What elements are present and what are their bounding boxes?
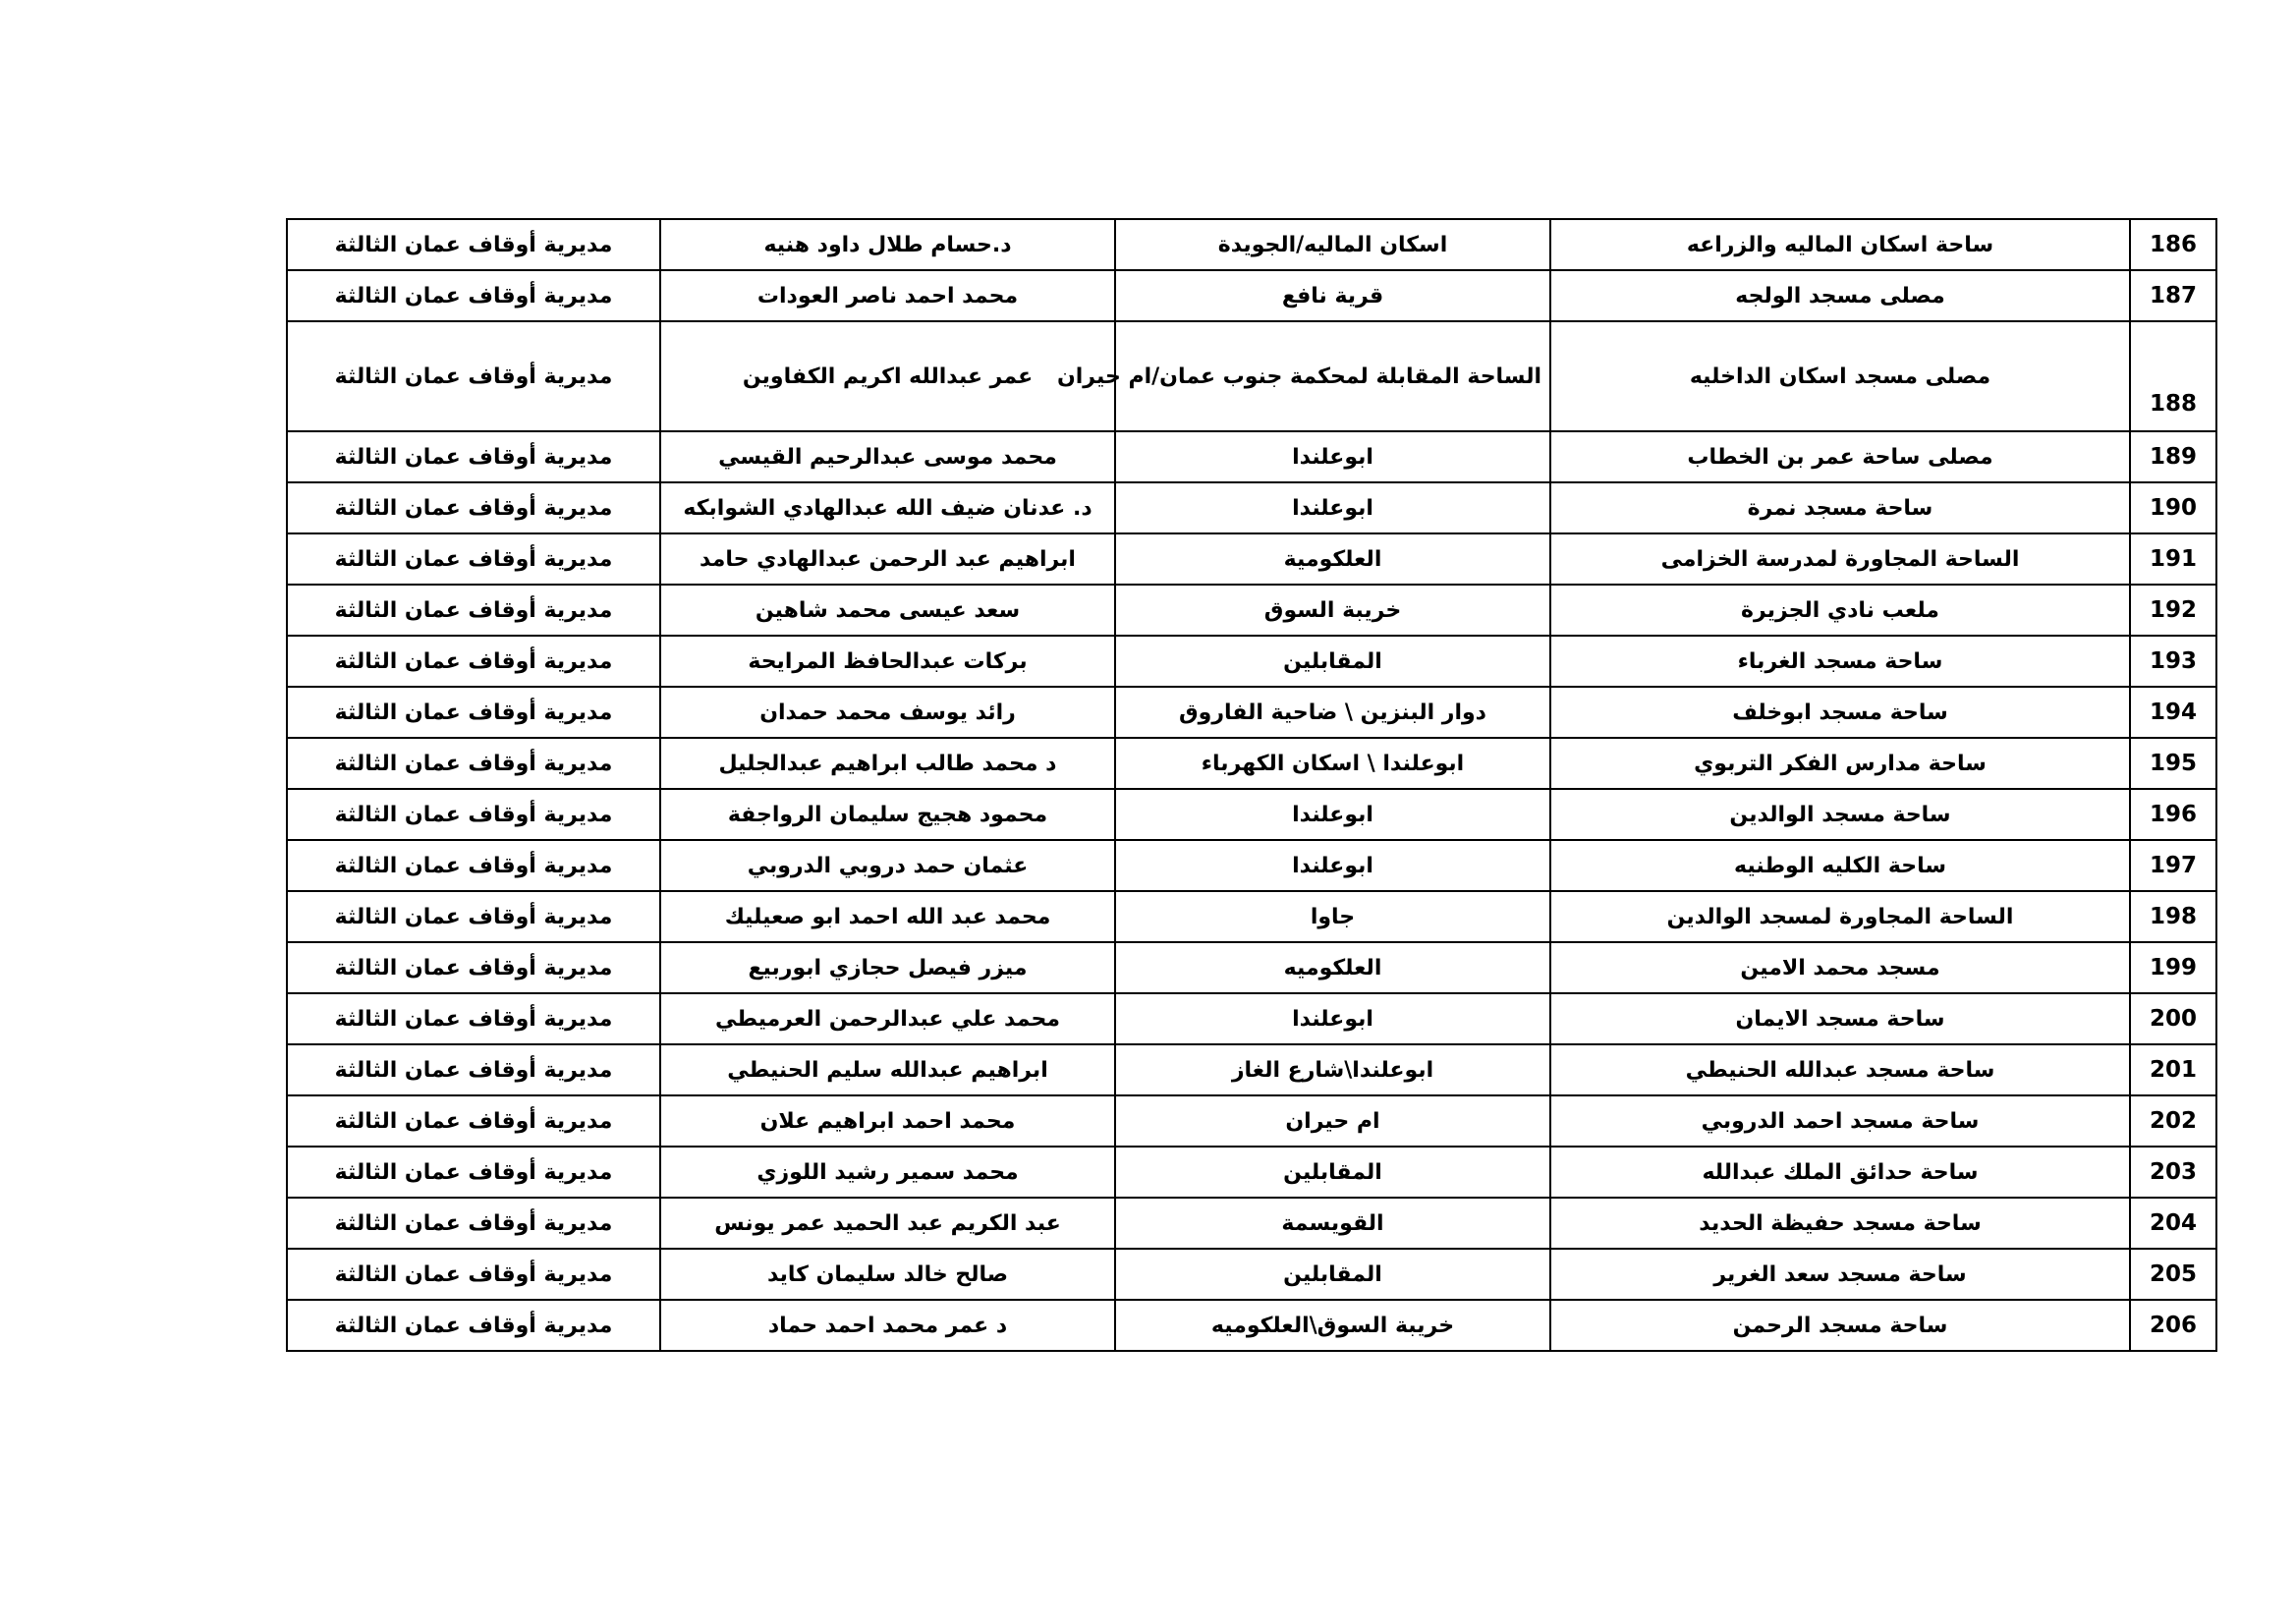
- site-cell: مصلى ساحة عمر بن الخطاب: [1550, 431, 2130, 482]
- person-name-cell: بركات عبدالحافظ المرايحة: [660, 636, 1115, 687]
- table-row: [287, 1147, 2216, 1198]
- table-row: [287, 482, 2216, 533]
- directorate-cell: مديرية أوقاف عمان الثالثة: [287, 1249, 660, 1300]
- site-cell: ساحة مسجد عبدالله الحنيطي: [1550, 1044, 2130, 1095]
- person-name-cell: د محمد طالب ابراهيم عبدالجليل: [660, 738, 1115, 789]
- row-number-cell: 201: [2130, 1044, 2216, 1095]
- directorate-cell: مديرية أوقاف عمان الثالثة: [287, 270, 660, 321]
- table-row: [287, 1095, 2216, 1147]
- person-name-cell: محمود هجيج سليمان الرواجفة: [660, 789, 1115, 840]
- directorate-cell: مديرية أوقاف عمان الثالثة: [287, 993, 660, 1044]
- row-number-cell: 189: [2130, 431, 2216, 482]
- table-row: [287, 891, 2216, 942]
- area-cell: ابوعلندا: [1115, 482, 1550, 533]
- table-row: [287, 1300, 2216, 1351]
- directorate-cell: مديرية أوقاف عمان الثالثة: [287, 891, 660, 942]
- area-cell: خريبة السوق: [1115, 585, 1550, 636]
- directorate-cell: مديرية أوقاف عمان الثالثة: [287, 840, 660, 891]
- site-cell: ساحة مسجد ابوخلف: [1550, 687, 2130, 738]
- table-body: [287, 219, 2216, 1351]
- directorate-cell: مديرية أوقاف عمان الثالثة: [287, 482, 660, 533]
- directorate-cell: مديرية أوقاف عمان الثالثة: [287, 687, 660, 738]
- site-cell: ساحة مسجد احمد الدروبي: [1550, 1095, 2130, 1147]
- directorate-cell: مديرية أوقاف عمان الثالثة: [287, 219, 660, 270]
- person-name-cell: عثمان حمد دروبي الدروبي: [660, 840, 1115, 891]
- row-number-cell: 194: [2130, 687, 2216, 738]
- directorate-cell: مديرية أوقاف عمان الثالثة: [287, 738, 660, 789]
- person-name-cell: ابراهيم عبد الرحمن عبدالهادي حامد: [660, 533, 1115, 585]
- directorate-cell: مديرية أوقاف عمان الثالثة: [287, 942, 660, 993]
- directorate-cell: مديرية أوقاف عمان الثالثة: [287, 1300, 660, 1351]
- table-row: [287, 1249, 2216, 1300]
- area-cell: ابوعلندا \ اسكان الكهرباء: [1115, 738, 1550, 789]
- site-cell: مصلى مسجد الولجه: [1550, 270, 2130, 321]
- person-name-cell: محمد احمد ابراهيم علان: [660, 1095, 1115, 1147]
- table-row: [287, 270, 2216, 321]
- person-name-cell: محمد سمير رشيد اللوزي: [660, 1147, 1115, 1198]
- row-number-cell: 202: [2130, 1095, 2216, 1147]
- row-number-cell: 204: [2130, 1198, 2216, 1249]
- site-cell: ساحة مسجد حفيظة الحديد: [1550, 1198, 2130, 1249]
- directorate-cell: مديرية أوقاف عمان الثالثة: [287, 789, 660, 840]
- table-row: [287, 321, 2216, 431]
- data-table: [286, 218, 2217, 1352]
- table-row: [287, 789, 2216, 840]
- table-row: [287, 533, 2216, 585]
- area-cell: ام حيران: [1115, 1095, 1550, 1147]
- site-cell: ساحة مسجد سعد الغرير: [1550, 1249, 2130, 1300]
- site-cell: مصلى مسجد اسكان الداخليه: [1550, 321, 2130, 431]
- person-name-cell: رائد يوسف محمد حمدان: [660, 687, 1115, 738]
- table-row: [287, 1198, 2216, 1249]
- directorate-cell: مديرية أوقاف عمان الثالثة: [287, 585, 660, 636]
- area-cell: اسكان الماليه/الجويدة: [1115, 219, 1550, 270]
- row-number-cell: 195: [2130, 738, 2216, 789]
- area-cell: ابوعلندا: [1115, 789, 1550, 840]
- person-name-cell: د عمر محمد احمد حماد: [660, 1300, 1115, 1351]
- table-row: [287, 1044, 2216, 1095]
- directorate-cell: مديرية أوقاف عمان الثالثة: [287, 321, 660, 431]
- row-number-cell: 198: [2130, 891, 2216, 942]
- site-cell: الساحة المجاورة لمسجد الوالدين: [1550, 891, 2130, 942]
- row-number-cell: 206: [2130, 1300, 2216, 1351]
- area-cell: جاوا: [1115, 891, 1550, 942]
- person-name-cell: عبد الكريم عبد الحميد عمر يونس: [660, 1198, 1115, 1249]
- person-name-cell: د.حسام طلال داود هنيه: [660, 219, 1115, 270]
- row-number-cell: 192: [2130, 585, 2216, 636]
- area-cell: المقابلين: [1115, 636, 1550, 687]
- area-cell: القويسمة: [1115, 1198, 1550, 1249]
- row-number-cell: 188: [2130, 321, 2216, 431]
- row-number-cell: 190: [2130, 482, 2216, 533]
- area-cell: خريبة السوق\العلكوميه: [1115, 1300, 1550, 1351]
- table-row: [287, 993, 2216, 1044]
- site-cell: ملعب نادي الجزيرة: [1550, 585, 2130, 636]
- directorate-cell: مديرية أوقاف عمان الثالثة: [287, 1198, 660, 1249]
- area-cell: ابوعلندا\شارع الغاز: [1115, 1044, 1550, 1095]
- person-name-cell: محمد علي عبدالرحمن العرميطي: [660, 993, 1115, 1044]
- area-cell: العلكوميه: [1115, 942, 1550, 993]
- table-row: [287, 585, 2216, 636]
- area-cell: ابوعلندا: [1115, 993, 1550, 1044]
- site-cell: ساحة مسجد الايمان: [1550, 993, 2130, 1044]
- area-cell: دوار البنزين \ ضاحية الفاروق: [1115, 687, 1550, 738]
- site-cell: ساحة اسكان الماليه والزراعه: [1550, 219, 2130, 270]
- row-number-cell: 191: [2130, 533, 2216, 585]
- table-row: [287, 942, 2216, 993]
- person-name-cell: محمد موسى عبدالرحيم القيسي: [660, 431, 1115, 482]
- person-name-cell: د. عدنان ضيف الله عبدالهادي الشوابكه: [660, 482, 1115, 533]
- site-cell: مسجد محمد الامين: [1550, 942, 2130, 993]
- directorate-cell: مديرية أوقاف عمان الثالثة: [287, 431, 660, 482]
- area-cell: ابوعلندا: [1115, 840, 1550, 891]
- table-row: [287, 636, 2216, 687]
- directorate-cell: مديرية أوقاف عمان الثالثة: [287, 636, 660, 687]
- person-name-cell: ميزر فيصل حجازي ابوربيع: [660, 942, 1115, 993]
- row-number-cell: 186: [2130, 219, 2216, 270]
- row-number-cell: 199: [2130, 942, 2216, 993]
- area-cell: ابوعلندا: [1115, 431, 1550, 482]
- table-row: [287, 687, 2216, 738]
- row-number-cell: 197: [2130, 840, 2216, 891]
- directorate-cell: مديرية أوقاف عمان الثالثة: [287, 1147, 660, 1198]
- row-number-cell: 193: [2130, 636, 2216, 687]
- area-cell: المقابلين: [1115, 1147, 1550, 1198]
- person-name-cell: محمد عبد الله احمد ابو صعيليك: [660, 891, 1115, 942]
- area-cell: المقابلين: [1115, 1249, 1550, 1300]
- site-cell: الساحة المجاورة لمدرسة الخزامى: [1550, 533, 2130, 585]
- directorate-cell: مديرية أوقاف عمان الثالثة: [287, 1044, 660, 1095]
- directorate-cell: مديرية أوقاف عمان الثالثة: [287, 533, 660, 585]
- site-cell: ساحة مسجد الوالدين: [1550, 789, 2130, 840]
- directorate-cell: مديرية أوقاف عمان الثالثة: [287, 1095, 660, 1147]
- person-name-cell: ابراهيم عبدالله سليم الحنيطي: [660, 1044, 1115, 1095]
- table-row: [287, 431, 2216, 482]
- area-cell: قرية نافع: [1115, 270, 1550, 321]
- row-number-cell: 203: [2130, 1147, 2216, 1198]
- person-name-cell: صالح خالد سليمان كايد: [660, 1249, 1115, 1300]
- row-number-cell: 196: [2130, 789, 2216, 840]
- table-row: [287, 219, 2216, 270]
- person-name-cell: محمد احمد ناصر العودات: [660, 270, 1115, 321]
- area-cell: العلكومية: [1115, 533, 1550, 585]
- site-cell: ساحة حدائق الملك عبدالله: [1550, 1147, 2130, 1198]
- table-row: [287, 840, 2216, 891]
- person-name-cell: عمر عبدالله اكريم الكفاوين: [660, 321, 1115, 431]
- row-number-cell: 200: [2130, 993, 2216, 1044]
- site-cell: ساحة مسجد نمرة: [1550, 482, 2130, 533]
- area-cell: الساحة المقابلة لمحكمة جنوب عمان/ام حيران: [1115, 321, 1550, 431]
- site-cell: ساحة مسجد الرحمن: [1550, 1300, 2130, 1351]
- table-row: [287, 738, 2216, 789]
- row-number-cell: 205: [2130, 1249, 2216, 1300]
- person-name-cell: سعد عيسى محمد شاهين: [660, 585, 1115, 636]
- row-number-cell: 187: [2130, 270, 2216, 321]
- site-cell: ساحة مسجد الغرباء: [1550, 636, 2130, 687]
- site-cell: ساحة الكليه الوطنيه: [1550, 840, 2130, 891]
- site-cell: ساحة مدارس الفكر التربوي: [1550, 738, 2130, 789]
